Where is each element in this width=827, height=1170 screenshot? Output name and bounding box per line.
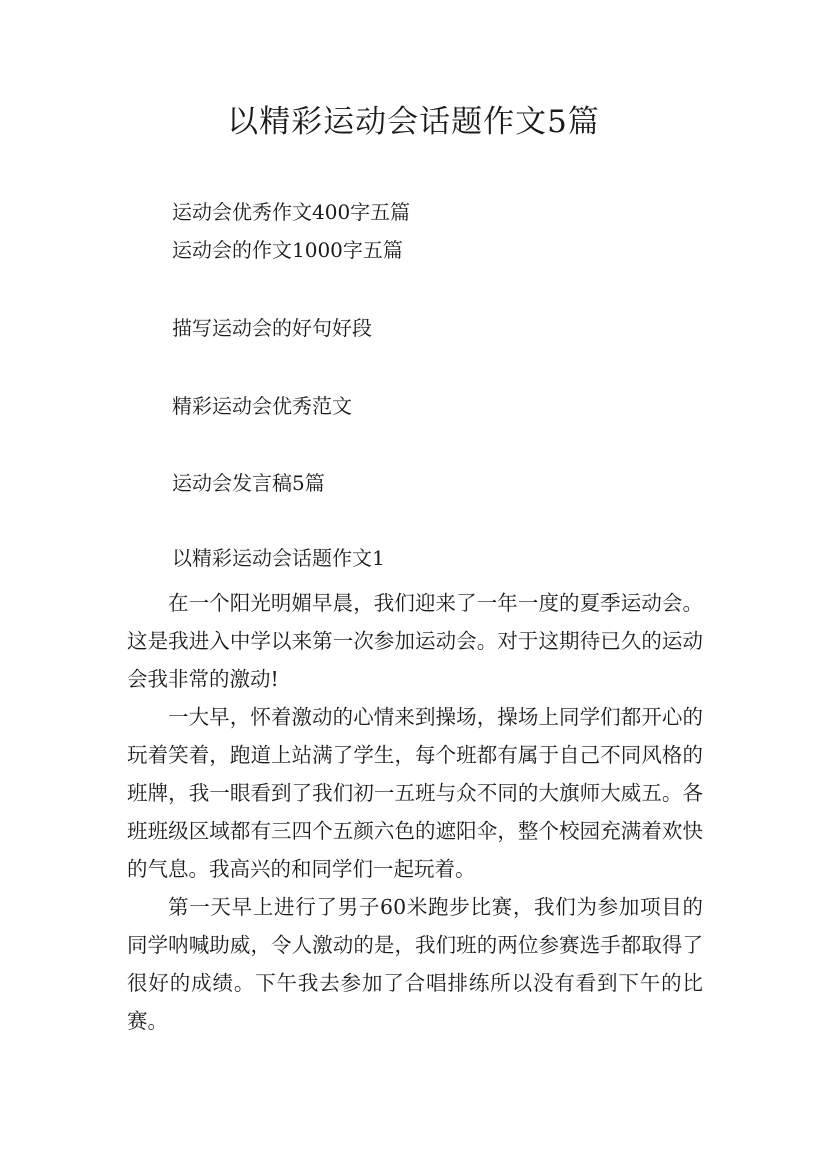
essay-paragraph-3: 第一天早上进行了男子60米跑步比赛，我们为参加项目的同学呐喊助威，令人激动的是，我们班的两位参赛选手都取得了很好的成绩。下午我去参加了合唱排练所以没有看到下午的比赛。 [127,895,703,1033]
related-link-5[interactable]: 运动会发言稿5篇 [172,471,325,495]
related-link-2[interactable]: 运动会的作文1000字五篇 [172,238,403,262]
essay-paragraph-2: 一大早，怀着激动的心情来到操场，操场上同学们都开心的玩着笑着，跑道上站满了学生，每个班都有属于自己不同风格的班牌，我一眼看到了我们初一五班与众不同的大旗师大威五。各班班级区域都有三四个五颜六色的遮阳伞，整个校园充满着欢快的气息。我高兴的和同学们一起玩着。 [127,705,703,881]
essay-paragraph-1: 在一个阳光明媚早晨，我们迎来了一年一度的夏季运动会。这是我进入中学以来第一次参加运动会。对于这期待已久的运动会我非常的激动! [127,591,703,691]
essay-heading: 以精彩运动会话题作文1 [172,546,385,570]
related-link-3[interactable]: 描写运动会的好句好段 [172,316,372,340]
document-title: 以精彩运动会话题作文5篇 [227,104,600,140]
essay-body [127,584,703,1040]
related-link-1[interactable]: 运动会优秀作文400字五篇 [172,200,411,224]
related-link-4[interactable]: 精彩运动会优秀范文 [172,394,352,418]
